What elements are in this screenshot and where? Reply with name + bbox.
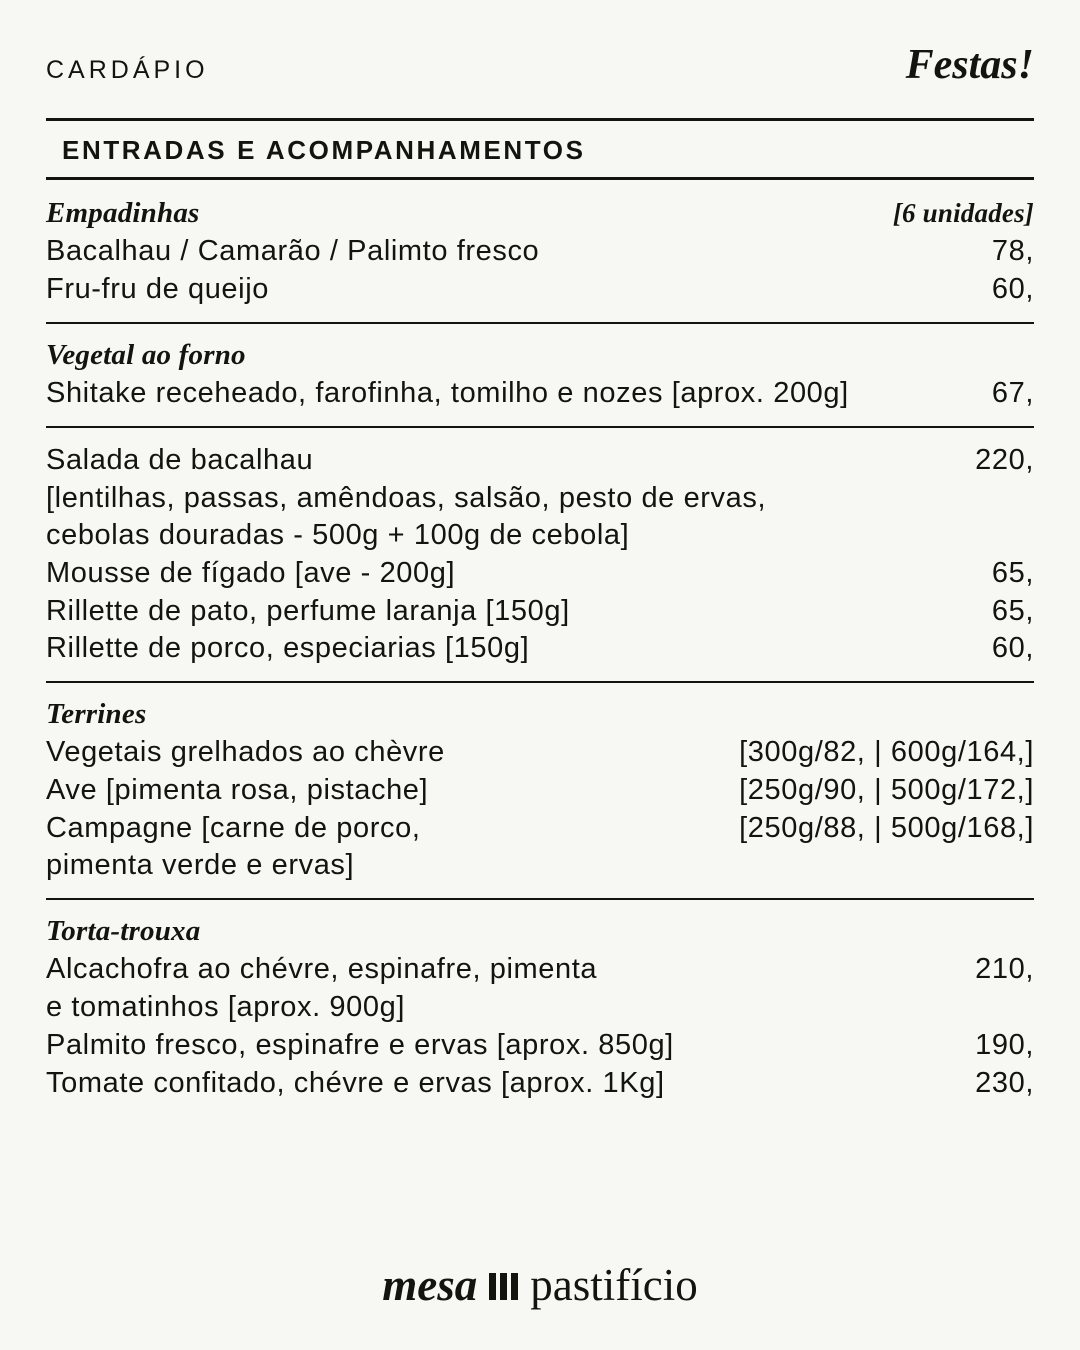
- menu-row: [46, 810, 1034, 848]
- menu-row: [46, 233, 1034, 271]
- logo-mesa-text: mesa: [382, 1260, 478, 1310]
- category-name: Torta-trouxa: [46, 915, 201, 948]
- menu-row: [46, 593, 1034, 631]
- menu-block-salada-rillettes: [46, 428, 1034, 681]
- category-name: Terrines: [46, 697, 147, 730]
- menu-row: [46, 630, 1034, 668]
- category-note: [6 unidades]: [892, 198, 1034, 228]
- menu-row: [46, 1027, 1034, 1065]
- category-name: Empadinhas: [46, 197, 200, 229]
- item-price: [300g/82, | 600g/164,]: [739, 736, 1034, 769]
- item-name: Rillette de pato, perfume laranja [150g]: [46, 594, 570, 627]
- item-name: Palmito fresco, espinafre e ervas [aprox. 850g]: [46, 1028, 674, 1061]
- menu-row: [46, 442, 1034, 480]
- item-price: 60,: [991, 632, 1034, 665]
- menu-row: [46, 375, 1034, 413]
- item-name: Tomate confitado, chévre e ervas [aprox. 1Kg]: [46, 1066, 665, 1099]
- item-price: 60,: [991, 273, 1034, 306]
- item-description-line: [lentilhas, passas, amêndoas, salsão, pesto de ervas,: [46, 481, 767, 514]
- item-description-line: e tomatinhos [aprox. 900g]: [46, 991, 405, 1024]
- menu-row: [46, 271, 1034, 309]
- category-heading: [46, 914, 1034, 949]
- item-name: Vegetais grelhados ao chèvre: [46, 736, 445, 769]
- category-heading: [46, 697, 1034, 732]
- item-price: 190,: [975, 1028, 1034, 1061]
- item-price: 65,: [991, 594, 1034, 627]
- menu-block-torta-trouxa: [46, 900, 1034, 1115]
- item-price: [250g/90, | 500g/172,]: [739, 774, 1034, 806]
- item-price: 230,: [975, 1066, 1034, 1099]
- item-name: Salada de bacalhau: [46, 443, 314, 476]
- menu-row: [46, 734, 1034, 772]
- menu-row: [46, 951, 1034, 989]
- menu-block-terrines: [46, 683, 1034, 898]
- item-price: 220,: [975, 443, 1034, 476]
- item-name: Ave [pimenta rosa, pistache]: [46, 774, 429, 806]
- item-price: 78,: [991, 235, 1034, 268]
- item-name: Shitake receheado, farofinha, tomilho e nozes [aprox. 200g]: [46, 377, 849, 410]
- masthead: [46, 0, 1034, 118]
- item-description-line: cebolas douradas - 500g + 100g de cebola]: [46, 519, 630, 552]
- menu-block-empadinhas: [46, 180, 1034, 322]
- category-heading: [46, 196, 1034, 231]
- category-name: Vegetal ao forno: [46, 338, 246, 371]
- item-name: Mousse de fígado [ave - 200g]: [46, 556, 456, 589]
- menu-row: [46, 772, 1034, 810]
- logo-pastificio-text: pastifício: [530, 1260, 698, 1310]
- item-name: Bacalhau / Camarão / Palimto fresco: [46, 235, 540, 268]
- brand-logo: [382, 1260, 698, 1310]
- festas-wordmark: Festas!: [905, 42, 1034, 88]
- page-kicker: CARDÁPIO: [46, 56, 209, 84]
- item-name: Rillette de porco, especiarias [150g]: [46, 632, 530, 665]
- category-heading: [46, 338, 1034, 373]
- item-price: 67,: [991, 377, 1034, 410]
- menu-row: [46, 555, 1034, 593]
- section-title: ENTRADAS E ACOMPANHAMENTOS: [62, 135, 586, 165]
- item-price: 210,: [975, 953, 1034, 986]
- three-bars-icon: [489, 1273, 518, 1300]
- item-description-line: pimenta verde e ervas]: [46, 849, 355, 882]
- footer: [46, 1245, 1034, 1350]
- item-name: Alcachofra ao chévre, espinafre, pimenta: [46, 953, 598, 986]
- item-price: [250g/88, | 500g/168,]: [739, 811, 1034, 844]
- item-name: Fru-fru de queijo: [46, 273, 269, 306]
- item-price: 65,: [991, 556, 1034, 589]
- menu-block-vegetal-ao-forno: [46, 324, 1034, 426]
- item-name: Campagne [carne de porco,: [46, 811, 421, 844]
- menu-row: [46, 1065, 1034, 1103]
